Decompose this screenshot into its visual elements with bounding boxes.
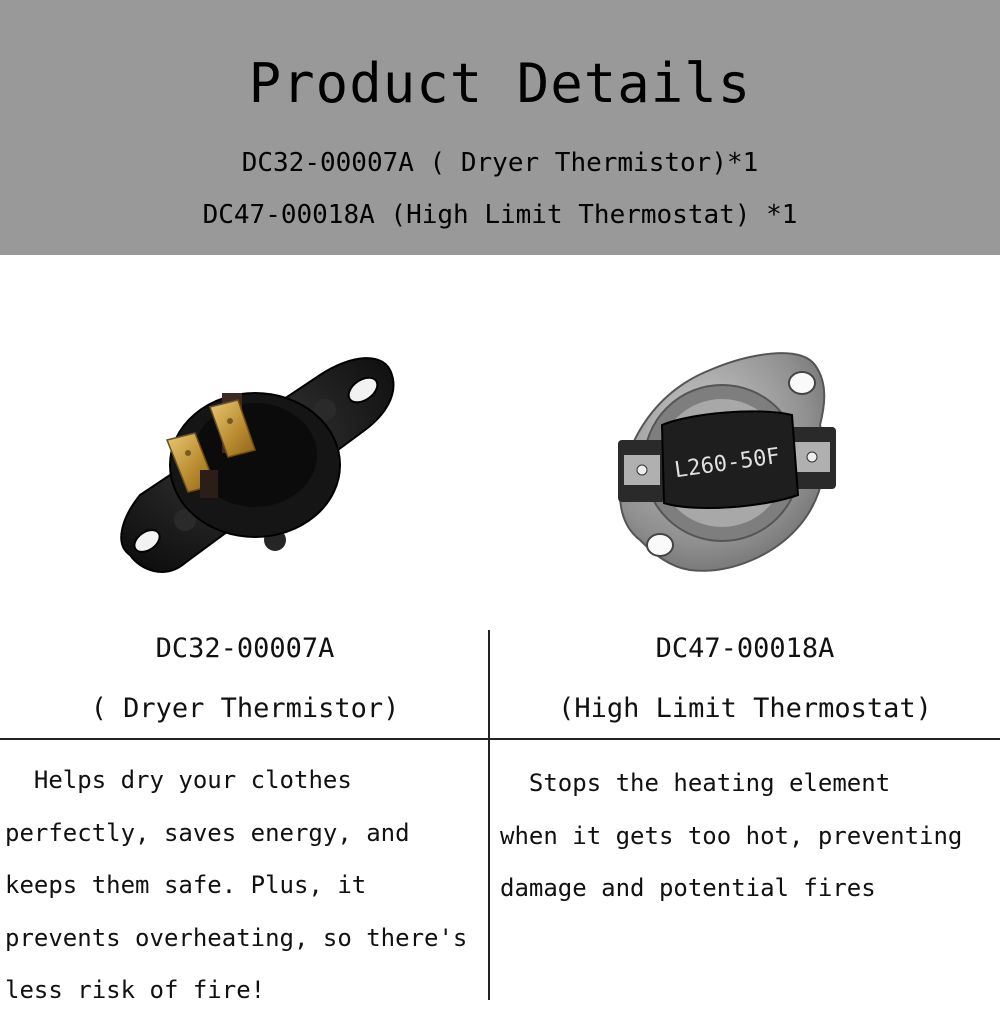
thermistor-description: Helps dry your clothes perfectly, saves energy, and keeps them safe. Plus, it prevents overheating, so there's less risk of fire! (5, 766, 468, 1004)
thermostat-model: DC47-00018A (655, 633, 835, 664)
thermistor-name: ( Dryer Thermistor) (90, 693, 400, 724)
thermostat-description: Stops the heating element when it gets too hot, preventing damage and potential fires (500, 769, 963, 902)
part-marking-text: L260-50F (672, 443, 782, 484)
thermostat-image (600, 345, 845, 580)
thermistor-image (110, 345, 405, 595)
row-divider (0, 738, 1000, 740)
header-banner (0, 0, 1000, 255)
column-divider (488, 630, 490, 1000)
thermistor-model: DC32-00007A (155, 633, 335, 664)
header-line-thermostat: DC47-00018A (High Limit Thermostat) *1 (202, 200, 798, 230)
header-line-thermistor: DC32-00007A ( Dryer Thermistor)*1 (241, 148, 759, 178)
page-title: Product Details (248, 52, 752, 115)
thermostat-name: (High Limit Thermostat) (558, 693, 932, 724)
